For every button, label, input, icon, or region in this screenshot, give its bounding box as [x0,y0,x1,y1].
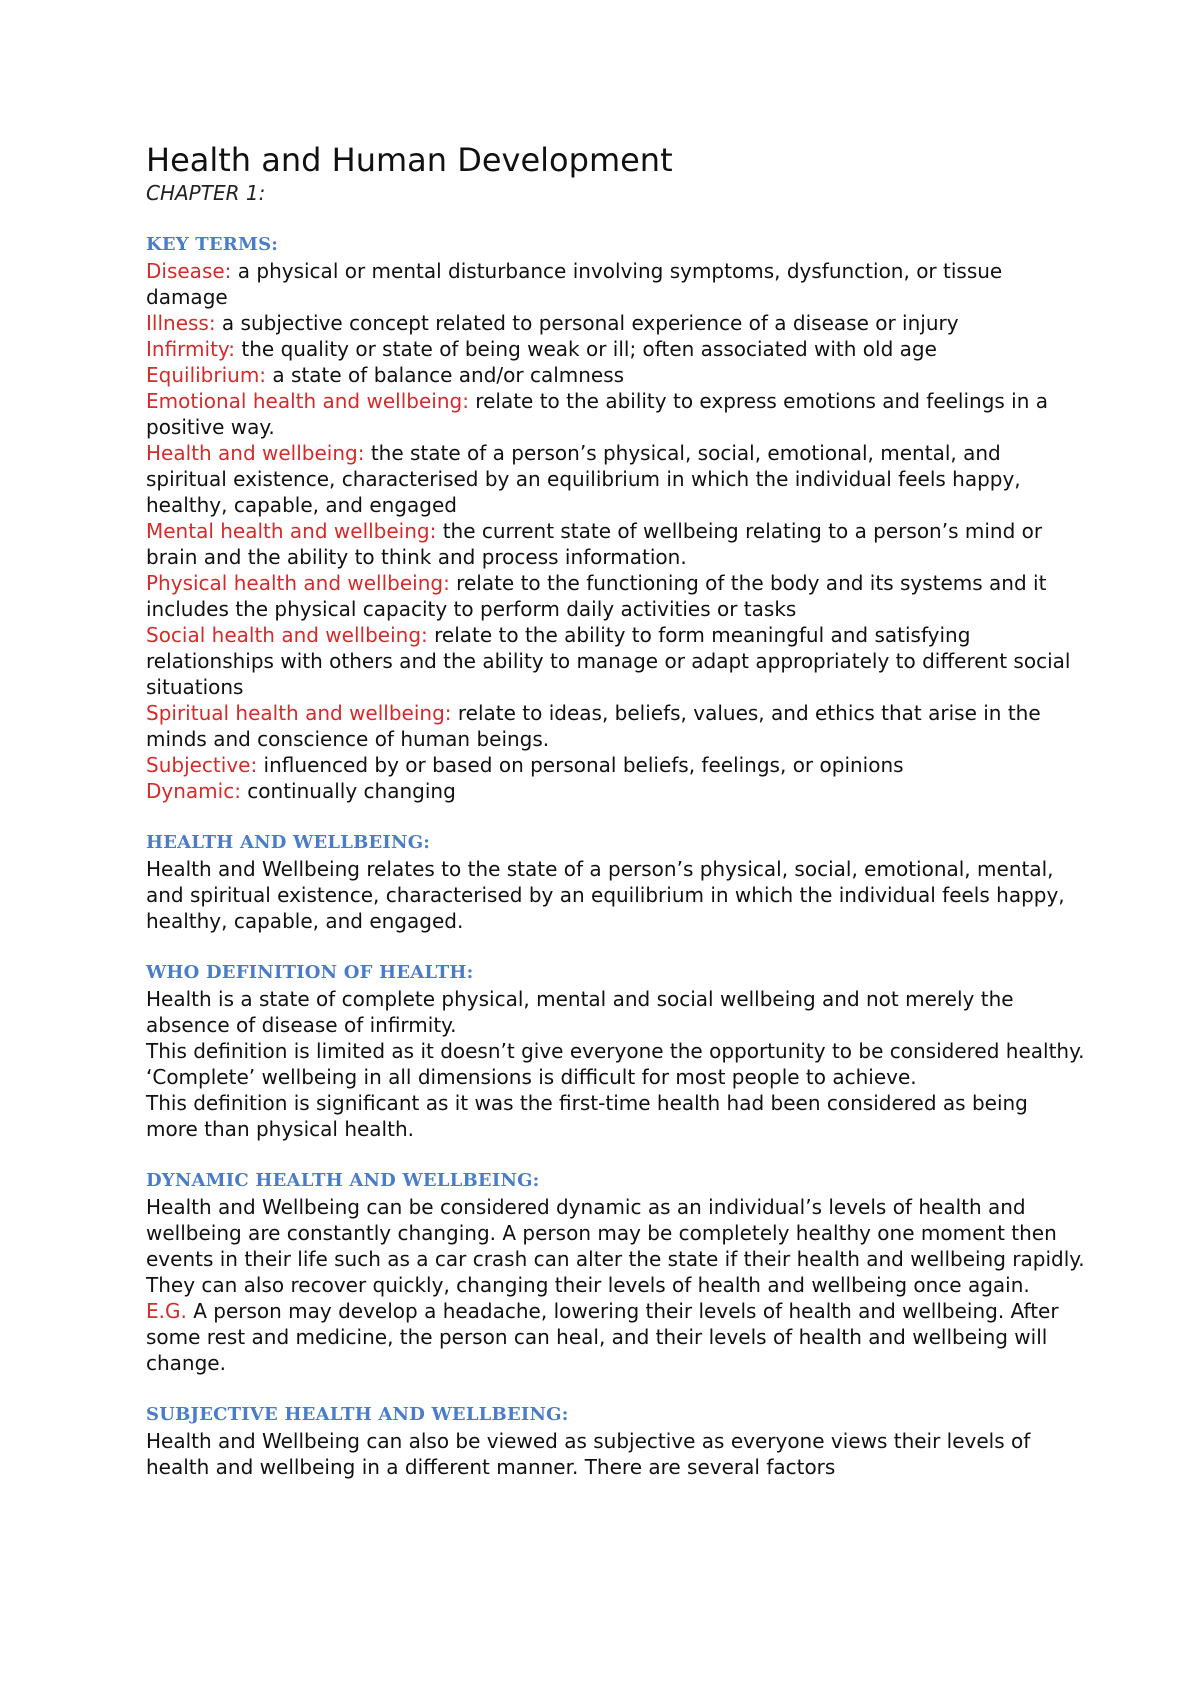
key-term-item [146,778,1086,804]
key-term-label: Equilibrium: [146,363,267,387]
key-terms-heading: KEY TERMS: [146,234,279,255]
example-text: A person may develop a headache, lowering their levels of health and wellbeing. After some rest and medicine, the person can heal, and their levels of health and wellbeing will change. [146,1299,1059,1375]
example-paragraph [146,1298,1086,1376]
key-term-definition: influenced by or based on personal beliefs, feelings, or opinions [257,753,904,777]
paragraph: Health and Wellbeing can be considered dynamic as an individual’s levels of health and wellbeing are constantly changing. A person may be completely healthy one moment then events in their life such as a car crash can alter the state if their health and wellbeing rapidly. They can also recover quickly, changing their levels of health and wellbeing once again. [146,1195,1085,1297]
key-term-definition: relate to ideas, beliefs, values, and ethics that arise in the minds and conscience of human beings. [146,701,1041,751]
key-term-item [146,518,1086,570]
key-term-label: Social health and wellbeing: [146,623,428,647]
key-term-label: Physical health and wellbeing: [146,571,450,595]
paragraph: This definition is significant as it was the first-time health had been considered as being more than physical health. [146,1091,1028,1141]
key-term-definition: a state of balance and/or calmness [266,363,625,387]
key-term-label: Mental health and wellbeing: [146,519,437,543]
key-term-label: Disease: [146,259,232,283]
key-term-item [146,700,1086,752]
key-term-label: Emotional health and wellbeing: [146,389,469,413]
key-term-definition: a physical or mental disturbance involving symptoms, dysfunction, or tissue damage [146,259,1003,309]
paragraph: Health and Wellbeing relates to the state of a person’s physical, social, emotional, mental, and spiritual existence, characterised by an equilibrium in which the individual feels happy, healthy, capable, and engaged. [146,857,1065,933]
dynamic-section [146,1168,1086,1376]
key-terms-section [146,232,1086,804]
key-term-item [146,336,1086,362]
key-term-definition: relate to the ability to express emotions and feelings in a positive way. [146,389,1049,439]
paragraph: Health and Wellbeing can also be viewed as subjective as everyone views their levels of health and wellbeing in a different manner. There are several factors [146,1429,1031,1479]
paragraph: This definition is limited as it doesn’t give everyone the opportunity to be considered healthy. ‘Complete’ wellbeing in all dimensions is difficult for most people to achieve. [146,1039,1085,1089]
key-term-definition: the quality or state of being weak or ill; often associated with old age [235,337,937,361]
subjective-section [146,1402,1086,1480]
key-term-label: Health and wellbeing: [146,441,365,465]
key-term-item [146,440,1086,518]
key-term-label: Spiritual health and wellbeing: [146,701,452,725]
key-term-definition: continually changing [240,779,456,803]
health-wellbeing-section [146,830,1086,934]
key-term-item [146,362,1086,388]
who-definition-heading: WHO DEFINITION OF HEALTH: [146,962,474,983]
dynamic-heading: DYNAMIC HEALTH AND WELLBEING: [146,1170,540,1191]
key-term-definition: the state of a person’s physical, social, emotional, mental, and spiritual existence, characterised by an equilibrium in which the individual feels happy, healthy, capable, and engaged [146,441,1021,517]
key-terms-list [146,258,1086,804]
key-term-item [146,258,1086,310]
key-term-definition: relate to the ability to form meaningful and satisfying relationships with others and the ability to manage or adapt appropriately to different social situations [146,623,1071,699]
key-term-definition: the current state of wellbeing relating to a person’s mind or brain and the ability to think and process information. [146,519,1043,569]
document-page [146,140,1086,1506]
key-term-label: Infirmity: [146,337,236,361]
key-term-definition: relate to the functioning of the body and its systems and it includes the physical capacity to perform daily activities or tasks [146,571,1047,621]
key-term-item [146,570,1086,622]
key-term-label: Subjective: [146,753,258,777]
key-term-definition: a subjective concept related to personal experience of a disease or injury [215,311,959,335]
paragraph: Health is a state of complete physical, mental and social wellbeing and not merely the absence of disease of infirmity. [146,987,1014,1037]
example-label: E.G. [146,1299,187,1323]
chapter-label: CHAPTER 1: [146,181,266,205]
key-term-item [146,310,1086,336]
health-wellbeing-heading: HEALTH AND WELLBEING: [146,832,431,853]
key-term-label: Dynamic: [146,779,241,803]
key-term-label: Illness: [146,311,216,335]
key-term-item [146,752,1086,778]
key-term-item [146,622,1086,700]
who-definition-section [146,960,1086,1142]
key-term-item [146,388,1086,440]
subjective-heading: SUBJECTIVE HEALTH AND WELLBEING: [146,1404,569,1425]
document-title: Health and Human Development [146,141,673,179]
